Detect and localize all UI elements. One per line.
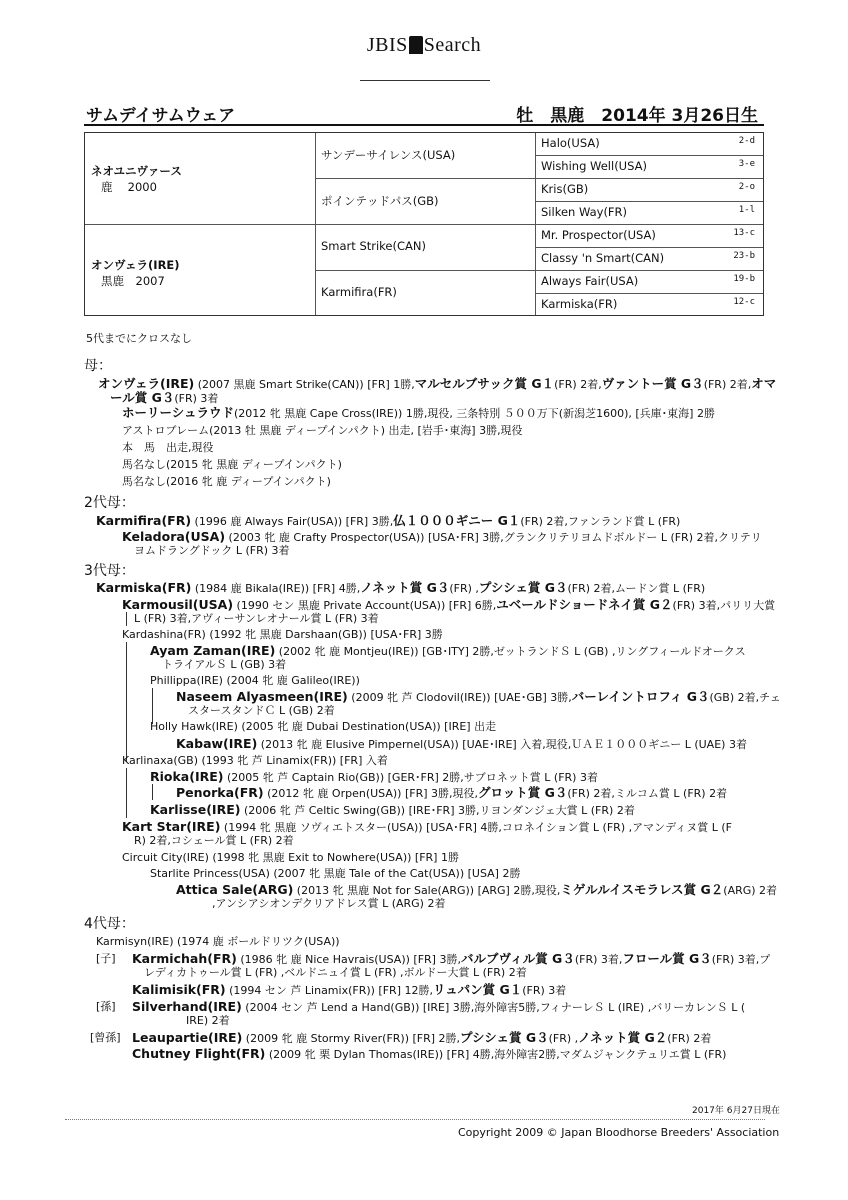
logo-text-left: JBIS: [366, 34, 408, 56]
horse-logo-icon: [409, 36, 423, 54]
offspring-entry-cont: ,アンシアシオンデクリアドレス賞 L (ARG) 2着: [212, 897, 446, 910]
entry-text: (FR) 2着,: [554, 378, 602, 391]
race-title: ール賞 G３: [110, 390, 175, 405]
offspring-entry: [176, 786, 727, 801]
offspring-entry-cont: レディカトゥール賞 L (FR) ,ベルドニュイ賞 L (FR) ,ボルドー大賞 L (FR) 2着: [144, 966, 527, 979]
gen3-name: Silken Way(FR): [541, 205, 628, 219]
gen2-sire-dam: ポインテッドパス(GB): [321, 194, 439, 208]
gen3-cell-7: [541, 274, 763, 288]
offspring-entry: Phillippa(IRE) (2004 牝 鹿 Galileo(IRE)): [150, 674, 360, 687]
gen3-name: Mr. Prospector(USA): [541, 228, 656, 242]
race-title: 仏１０００ギニー G１: [393, 513, 521, 528]
offspring-entry-cont: IRE) 2着: [186, 1014, 230, 1027]
horse-name: Keladora(USA): [122, 529, 226, 544]
offspring-entry: [122, 530, 762, 545]
horse-name: サムデイサムウェア: [86, 106, 236, 126]
gen3-cell-2: [541, 159, 763, 173]
horse-name: Karmousil(USA): [122, 597, 234, 612]
entry-text: (1986 牝 鹿 Nice Havrais(USA)) [FR] 3勝,: [236, 953, 461, 966]
horse-name: Kabaw(IRE): [176, 736, 258, 751]
gen3-name: Always Fair(USA): [541, 274, 639, 288]
offspring-entry: アストロブレーム(2013 牡 黒鹿 ディープインパクト) 出走, [岩手･東海] 3勝,現役: [122, 424, 523, 437]
entry-text: (FR) ,: [449, 582, 479, 595]
generation-tag: [曾孫]: [90, 1031, 121, 1044]
horse-name: オンヴェラ(IRE): [98, 376, 195, 391]
horse-name: Karmifira(FR): [96, 513, 192, 528]
logo-text-right: Search: [423, 34, 482, 56]
gen3-cell-5: [541, 228, 763, 242]
sire-detail: 鹿 2000: [101, 180, 157, 194]
family-code: 3-e: [738, 159, 755, 169]
entry-text: (2009 牝 芦 Clodovil(IRE)) [UAE･GB] 3勝,: [347, 691, 572, 704]
logo-underline: [360, 80, 490, 81]
3rd-dam-entry: [96, 581, 705, 596]
dam-entry-cont: [110, 391, 218, 406]
offspring-entry: [132, 1000, 745, 1015]
gen3-name: Karmiska(FR): [541, 297, 618, 311]
gen2-dam-sire: Smart Strike(CAN): [321, 239, 426, 253]
cross-note: 5代までにクロスなし: [86, 332, 192, 345]
logo-text: [367, 34, 481, 56]
offspring-entry: Kardashina(FR) (1992 牝 黒鹿 Darshaan(GB)) [USA･FR] 3勝: [122, 628, 443, 641]
horse-name: Karmiska(FR): [96, 580, 192, 595]
family-code: 1-l: [738, 205, 755, 215]
entry-text: (1996 鹿 Always Fair(USA)) [FR] 3勝,: [191, 515, 394, 528]
horse-name: Kalimisik(FR): [132, 982, 226, 997]
horse-name: Silverhand(IRE): [132, 999, 242, 1014]
horse-name: Chutney Flight(FR): [132, 1046, 266, 1061]
offspring-entry: 本 馬 出走,現役: [122, 441, 214, 454]
offspring-entry: Holly Hawk(IRE) (2005 牝 鹿 Dubai Destination(USA)) [IRE] 出走: [150, 720, 497, 733]
section-3rd-dam: 3代母：: [84, 563, 135, 579]
horse-name: Leaupartie(IRE): [132, 1030, 243, 1045]
jbis-search-logo: [0, 34, 848, 57]
gen3-name: Classy 'n Smart(CAN): [541, 251, 665, 265]
sire-cell: [91, 163, 182, 195]
family-code: 2-d: [738, 136, 755, 146]
gen3-cell-3: [541, 182, 763, 196]
entry-text: (FR) 2着,ファンランド賞 L (FR): [520, 515, 681, 528]
gen2-dam-dam: Karmifira(FR): [321, 285, 397, 299]
offspring-entry-cont: トライアルＳ L (GB) 3着: [162, 658, 287, 671]
offspring-entry: [150, 803, 635, 818]
entry-text: (FR) 3着,パリリ大賞: [672, 599, 776, 612]
footer-rule: [65, 1119, 765, 1120]
branch-line: [126, 768, 127, 818]
entry-text: (1994 セン 芦 Linamix(FR)) [FR] 12勝,: [225, 984, 433, 997]
horse-name: Penorka(FR): [176, 785, 264, 800]
horse-name: Naseem Alyasmeen(IRE): [176, 689, 348, 704]
section-dam: 母：: [84, 358, 112, 374]
entry-text: (2002 牝 鹿 Montjeu(IRE)) [GB･ITY] 2勝,ゼットランドＳ L (GB) ,リングフィールドオークス: [275, 645, 746, 658]
section-2nd-dam: 2代母：: [84, 495, 135, 511]
family-code: 12-c: [733, 297, 755, 307]
generation-tag: [孫]: [96, 1000, 116, 1013]
entry-text: (1984 鹿 Bikala(IRE)) [FR] 4勝,: [191, 582, 361, 595]
section-4th-dam: 4代母：: [84, 916, 135, 932]
offspring-entry-cont: ヨムドラングドック L (FR) 3着: [134, 544, 290, 557]
offspring-entry: [132, 1031, 711, 1046]
generation-tag: [子]: [96, 952, 116, 965]
race-title: ミゲルルイスモラレス賞 G２: [560, 882, 724, 897]
horse-name: Ayam Zaman(IRE): [150, 643, 276, 658]
entry-text: (FR) 3着: [174, 392, 219, 405]
dam-detail: 黒鹿 2007: [101, 274, 165, 288]
race-title: ユベールドショードネイ賞 G２: [496, 597, 673, 612]
horse-info: 牡 黒鹿 2014年 3月26日生: [516, 106, 758, 126]
entry-text: (2009 牝 鹿 Stormy River(FR)) [FR] 2勝,: [242, 1032, 461, 1045]
entry-text: (1990 セン 黒鹿 Private Account(USA)) [FR] 6勝,: [233, 599, 497, 612]
race-title: ヴァントー賞 G３: [601, 376, 704, 391]
race-title: ノネット賞 G３: [360, 580, 450, 595]
dam-cell: [91, 257, 180, 289]
entry-text: (FR) ,: [548, 1032, 579, 1045]
race-title: ノネット賞 G２: [578, 1030, 668, 1045]
branch-line: [152, 688, 153, 724]
race-title: プシシェ賞 G３: [460, 1030, 549, 1045]
entry-text: (2012 牝 黒鹿 Cape Cross(IRE)) 1勝,現役, 三条特別 ５００万下(新潟芝1600), [兵庫･東海] 2勝: [234, 407, 715, 420]
race-title: グロット賞 G３: [478, 785, 568, 800]
as-of-date: 2017年 6月27日現在: [692, 1106, 780, 1116]
offspring-entry: [122, 598, 775, 613]
family-code: 13-c: [733, 228, 755, 238]
title-rule: [84, 124, 764, 126]
branch-line: [126, 642, 127, 762]
offspring-entry: [122, 406, 715, 421]
offspring-entry: [150, 770, 598, 785]
family-code: 19-b: [733, 274, 755, 284]
offspring-entry: [132, 952, 770, 967]
gen3-cell-8: [541, 297, 763, 311]
copyright: Copyright 2009 © Japan Bloodhorse Breeders' Association: [458, 1126, 780, 1139]
entry-text: (2003 牝 鹿 Crafty Prospector(USA)) [USA･FR] 3勝,グランクリテリヨムドボルドー L (FR) 2着,クリテリ: [225, 531, 762, 544]
dam-name: オンヴェラ(IRE): [91, 258, 180, 272]
entry-text: (ARG) 2着: [723, 884, 778, 897]
horse-name: Rioka(IRE): [150, 769, 224, 784]
gen3-name: Kris(GB): [541, 182, 589, 196]
offspring-entry: [176, 690, 781, 705]
entry-text: (2006 牝 芦 Celtic Swing(GB)) [IRE･FR] 3勝,リヨンダンジェ大賞 L (FR) 2着: [240, 804, 635, 817]
horse-name: Kart Star(IRE): [122, 819, 221, 834]
horse-name: Karmichah(FR): [132, 951, 237, 966]
pedigree-table: [84, 132, 764, 316]
2nd-dam-entry: [96, 514, 680, 529]
offspring-entry: Karlinaxa(GB) (1993 牝 芦 Linamix(FR)) [FR] 入着: [122, 754, 388, 767]
entry-text: (FR) 3着: [522, 984, 567, 997]
offspring-entry: [132, 983, 566, 998]
4th-dam-entry: Karmisyn(IRE) (1974 鹿 ボールドリツク(USA)): [96, 935, 340, 948]
entry-text: (2013 牝 黒鹿 Not for Sale(ARG)) [ARG] 2勝,現役,: [293, 884, 561, 897]
entry-text: (FR) 2着,: [703, 378, 752, 391]
race-title: マルセルブサック賞 G１: [414, 376, 555, 391]
entry-text: (FR) 2着,ミルコム賞 L (FR) 2着: [567, 787, 728, 800]
race-title: リュパン賞 G１: [432, 982, 523, 997]
offspring-entry: [176, 883, 777, 898]
gen2-sire-sire: サンデーサイレンス(USA): [321, 148, 456, 162]
branch-line: [152, 784, 153, 800]
gen3-cell-4: [541, 205, 763, 219]
offspring-entry-cont: スタースタンドＣ L (GB) 2着: [188, 704, 335, 717]
gen3-name: Halo(USA): [541, 136, 600, 150]
entry-text: (2013 牝 鹿 Elusive Pimpernel(USA)) [UAE･IRE] 入着,現役,ＵＡＥ１０００ギニー L (UAE) 3着: [257, 738, 747, 751]
gen3-cell-6: [541, 251, 763, 265]
family-code: 23-b: [733, 251, 755, 261]
race-title: バーレイントロフィ G３: [571, 689, 710, 704]
entry-text: (FR) 3着,: [574, 953, 623, 966]
horse-name: Karlisse(IRE): [150, 802, 241, 817]
entry-text: (GB) 2着,チェ: [709, 691, 781, 704]
offspring-entry: [132, 1047, 726, 1062]
entry-text: (FR) 3着,プ: [711, 953, 771, 966]
entry-text: (2007 黒鹿 Smart Strike(CAN)) [FR] 1勝,: [194, 378, 415, 391]
entry-text: (2009 牝 栗 Dylan Thomas(IRE)) [FR] 4勝,海外障害2勝,マダムジャンクテュリエ賞 L (FR): [265, 1048, 727, 1061]
race-title: プシシェ賞 G３: [478, 580, 568, 595]
horse-name: Attica Sale(ARG): [176, 882, 294, 897]
dam-entry: [98, 377, 776, 392]
offspring-entry: 馬名なし(2016 牝 鹿 ディープインパクト): [122, 475, 331, 488]
offspring-entry: Starlite Princess(USA) (2007 牝 黒鹿 Tale of the Cat(USA)) [USA] 2勝: [150, 867, 521, 880]
offspring-entry-cont: R) 2着,コシェール賞 L (FR) 2着: [134, 834, 294, 847]
branch-line: [126, 612, 127, 626]
horse-name: ホーリーシュラウド: [122, 405, 235, 420]
race-title: オマ: [751, 376, 777, 391]
offspring-entry-cont: L (FR) 3着,アヴィーサンレオナール賞 L (FR) 3着: [134, 612, 379, 625]
entry-text: (1994 牝 黒鹿 ソヴィエトスター(USA)) [USA･FR] 4勝,コロネイション賞 L (FR) ,アマンディヌ賞 L (F: [220, 821, 732, 834]
offspring-entry: 馬名なし(2015 牝 黒鹿 ディープインパクト): [122, 458, 342, 471]
race-title: フロール賞 G３: [622, 951, 712, 966]
offspring-entry: [176, 737, 747, 752]
entry-text: (2004 セン 芦 Lend a Hand(GB)) [IRE] 3勝,海外障害5勝,フィナーレＳ L (IRE) ,バリーカレンＳ L (: [241, 1001, 746, 1014]
race-title: バルブヴィル賞 G３: [460, 951, 575, 966]
entry-text: (FR) 2着: [667, 1032, 712, 1045]
sire-name: ネオユニヴァース: [91, 164, 182, 178]
family-code: 2-o: [738, 182, 755, 192]
entry-text: (2012 牝 鹿 Orpen(USA)) [FR] 3勝,現役,: [263, 787, 478, 800]
offspring-entry: [150, 644, 746, 659]
offspring-entry: [122, 820, 732, 835]
gen3-cell-1: [541, 136, 763, 150]
entry-text: (FR) 2着,ムードン賞 L (FR): [567, 582, 706, 595]
gen3-name: Wishing Well(USA): [541, 159, 647, 173]
entry-text: (2005 牝 芦 Captain Rio(GB)) [GER･FR] 2勝,サブロネット賞 L (FR) 3着: [223, 771, 598, 784]
offspring-entry: Circuit City(IRE) (1998 牝 黒鹿 Exit to Nowhere(USA)) [FR] 1勝: [122, 851, 459, 864]
